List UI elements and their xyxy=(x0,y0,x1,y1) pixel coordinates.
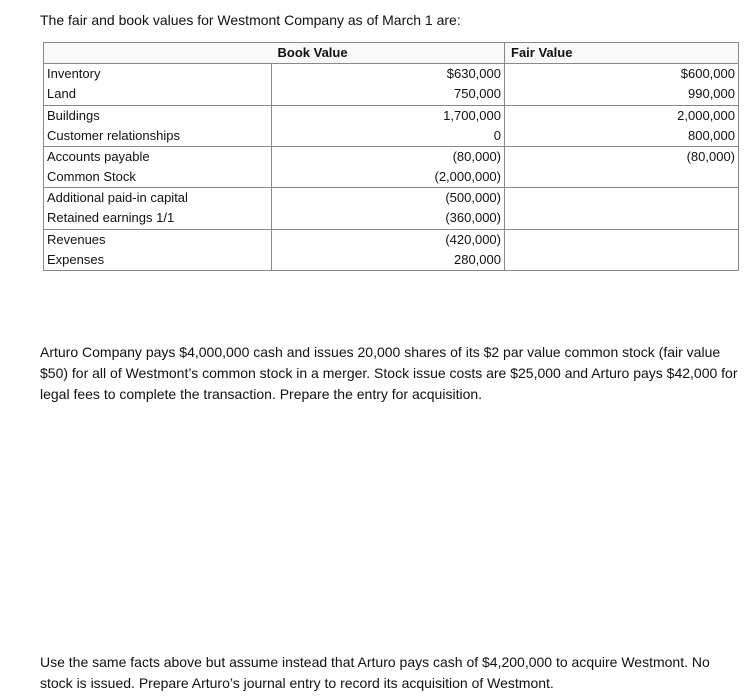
table-row xyxy=(44,146,739,167)
values-table xyxy=(43,42,739,271)
table-row xyxy=(44,208,739,229)
book-value: 750,000 xyxy=(272,84,505,105)
row-label: Accounts payable xyxy=(44,146,272,167)
table-row xyxy=(44,126,739,147)
fair-value xyxy=(505,167,739,188)
table-row xyxy=(44,229,739,250)
table-row xyxy=(44,105,739,126)
table-row xyxy=(44,188,739,209)
fair-value xyxy=(505,208,739,229)
fair-value xyxy=(505,229,739,250)
acquisition-paragraph: Arturo Company pays $4,000,000 cash and issues 20,000 shares of its $2 par value common stock (fair value $50) for all of Westmont’s common stock in a merger. Stock issue costs are $25,000 and Arturo pays $42,000 for legal fees to complete the transaction. Prepare the entry for acquisition. xyxy=(40,344,738,402)
alternate-scenario-paragraph: Use the same facts above but assume instead that Arturo pays cash of $4,200,000 to acquire Westmont. No stock is issued. Prepare Arturo’s journal entry to record its acquisition of Westmont. xyxy=(40,654,710,691)
row-label: Common Stock xyxy=(44,167,272,188)
fair-value: (80,000) xyxy=(505,146,739,167)
book-value: $630,000 xyxy=(272,64,505,85)
book-value: 0 xyxy=(272,126,505,147)
intro-text: The fair and book values for Westmont Company as of March 1 are: xyxy=(40,12,461,28)
row-label: Revenues xyxy=(44,229,272,250)
header-spacer xyxy=(44,43,272,64)
table-row xyxy=(44,84,739,105)
table-row xyxy=(44,64,739,85)
header-row xyxy=(44,43,739,64)
fair-value-header: Fair Value xyxy=(505,43,739,64)
row-label: Expenses xyxy=(44,250,272,271)
row-label: Additional paid-in capital xyxy=(44,188,272,209)
fair-value xyxy=(505,188,739,209)
row-label: Inventory xyxy=(44,64,272,85)
book-value: (360,000) xyxy=(272,208,505,229)
fair-value: 800,000 xyxy=(688,127,735,143)
fair-value xyxy=(505,250,739,271)
fair-value: 2,000,000 xyxy=(505,105,739,126)
row-label: Retained earnings 1/1 xyxy=(44,208,272,229)
fair-value: $600,000 xyxy=(505,64,739,85)
row-label: Customer relationships xyxy=(44,126,272,147)
book-value: (2,000,000) xyxy=(272,167,505,188)
row-label: Land xyxy=(44,84,272,105)
table-row xyxy=(44,250,739,271)
book-value: (420,000) xyxy=(272,229,505,250)
table-row xyxy=(44,167,739,188)
book-value: 280,000 xyxy=(272,250,505,271)
book-value: 1,700,000 xyxy=(272,105,505,126)
row-label: Buildings xyxy=(44,105,272,126)
book-value-header: Book Value xyxy=(272,43,505,64)
fair-value: 990,000 xyxy=(688,86,735,102)
book-value: (80,000) xyxy=(272,146,505,167)
book-value: (500,000) xyxy=(272,188,505,209)
